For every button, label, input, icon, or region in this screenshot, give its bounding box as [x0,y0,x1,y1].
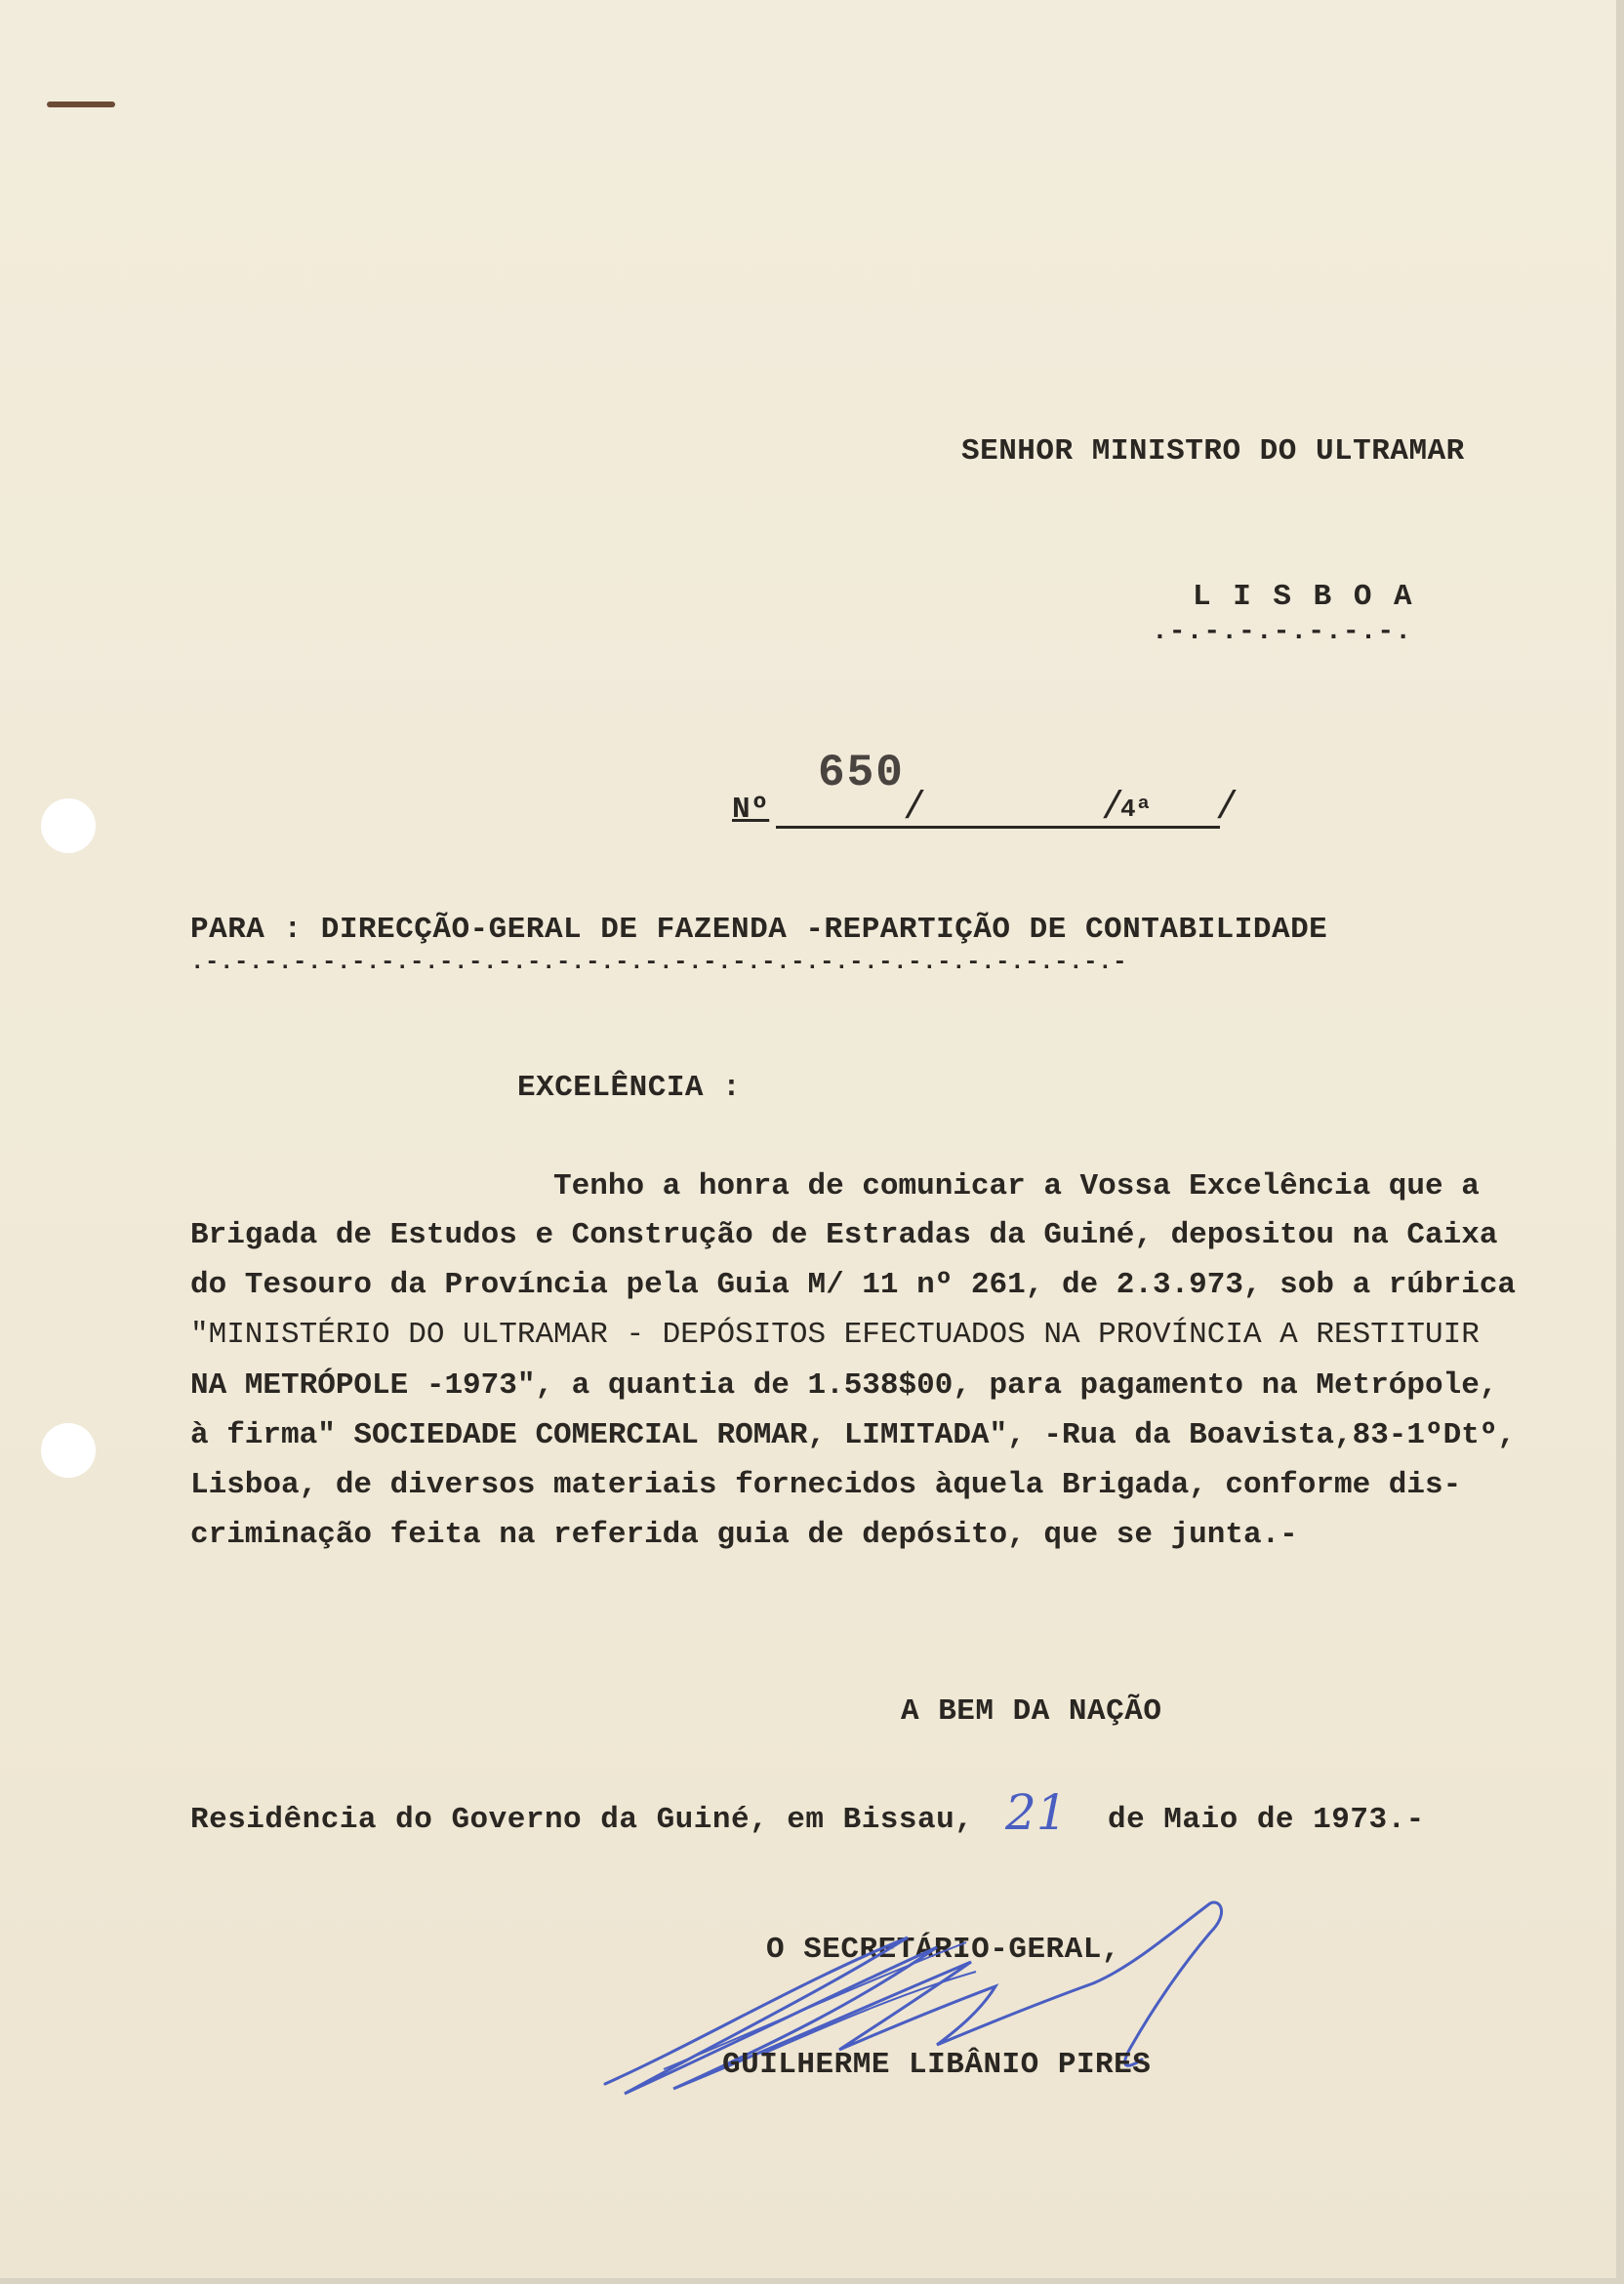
body-line: Tenho a honra de comunicar a Vossa Excelência que a [190,1169,1480,1203]
body-line: criminação feita na referida guia de depósito, que se junta.- [190,1518,1298,1552]
recipient-city: L I S B O A [1193,580,1414,614]
punch-hole-top [41,798,96,853]
reference-underline [776,826,1220,829]
addressee-line: PARA : DIRECÇÃO-GERAL DE FAZENDA -REPARTIÇÃO DE CONTABILIDADE [190,913,1328,947]
page-edge-bottom [0,2278,1624,2284]
city-underline: .-.-.-.-.-.-.-. [1152,617,1413,647]
page-edge-right [1616,0,1624,2284]
reference-number: 650 [818,748,905,798]
salutation: EXCELÊNCIA : [517,1071,742,1105]
body-line: do Tesouro da Província pela Guia M/ 11 nº 261, de 2.3.973, sob a rúbrica [190,1268,1517,1302]
reference-section: 4ª [1120,795,1153,824]
body-line: NA METRÓPOLE -1973", a quantia de 1.538$00, para pagamento na Metrópole, [190,1368,1498,1403]
signatory-title: O SECRETÁRIO-GERAL, [766,1933,1120,1967]
body-line: "MINISTÉRIO DO ULTRAMAR - DEPÓSITOS EFECTUADOS NA PROVÍNCIA A RESTITUIR [190,1318,1480,1352]
body-line: Lisboa, de diversos materiais fornecidos àquela Brigada, conforme dis- [190,1468,1462,1502]
staple-mark [47,102,115,107]
date-line-prefix: Residência do Governo da Guiné, em Bissau, [190,1803,974,1837]
addressee-underline: .-.-.-.-.-.-.-.-.-.-.-.-.-.-.-.-.-.-.-.-.-.-.-.-.-.-.-.-.-.-.-.- [190,950,1128,976]
closing-formula: A BEM DA NAÇÃO [901,1694,1162,1729]
date-line-suffix: de Maio de 1973.- [1108,1803,1425,1837]
punch-hole-bottom [41,1423,96,1478]
recipient-title: SENHOR MINISTRO DO ULTRAMAR [961,434,1465,469]
reference-slash-3: / [1215,787,1239,831]
date-day-handwritten: 21 [1005,1784,1068,1841]
reference-slash-1: / [903,787,927,831]
signatory-name: GUILHERME LIBÂNIO PIRES [722,2048,1152,2082]
body-line: à firma" SOCIEDADE COMERCIAL ROMAR, LIMITADA", -Rua da Boavista,83-1ºDtº, [190,1418,1517,1452]
body-line: Brigada de Estudos e Construção de Estradas da Guiné, depositou na Caixa [190,1218,1498,1252]
reference-slash-2: / [1101,787,1125,831]
reference-prefix: Nº [732,793,770,827]
